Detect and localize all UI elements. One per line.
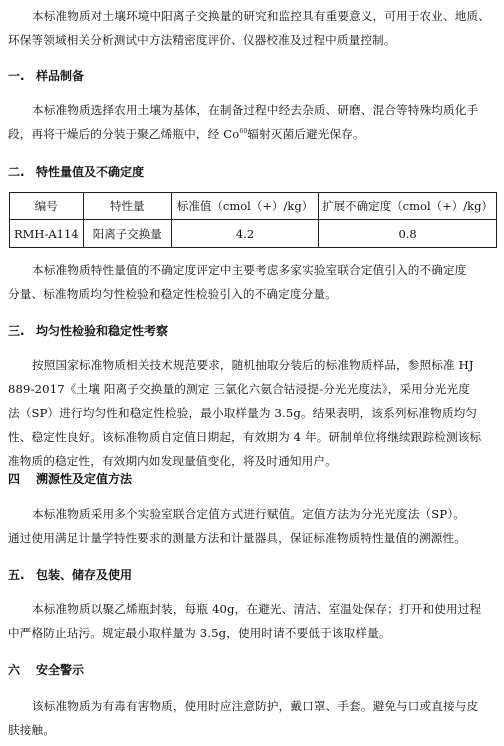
table-cell-standard-value: 4.2 <box>171 220 318 248</box>
table-header-row <box>10 193 497 220</box>
section-title: 样品制备 <box>36 69 85 83</box>
table-header-cell: 编号 <box>10 193 84 220</box>
homogeneity-line-5: 准物质的稳定性，有效期内如发现量值变化，将及时通知用户。 <box>8 454 337 468</box>
section-title: 均匀性检验和稳定性考察 <box>36 324 169 338</box>
sample-preparation-line-1: 本标准物质选择农用土壤为基体，在制备过程中经去杂质、研磨、混合等特殊均质化手 <box>32 103 479 117</box>
section-heading-packaging <box>8 567 496 583</box>
safety-paragraph <box>8 694 496 742</box>
traceability-line-1: 本标准物质采用多个实验室联合定值方式进行赋值。定值方法为分光光度法（SP）。 <box>32 507 466 521</box>
homogeneity-line-2: 889-2017《土壤 阳离子交换量的测定 三氯化六氨合钴浸提-分光光度法》，采用分光光度 <box>8 382 470 396</box>
section-number: 六 <box>8 663 21 677</box>
homogeneity-line-1: 按照国家标准物质相关技术规范要求，随机抽取分装后的标准物质样品，参照标准 HJ <box>32 358 474 372</box>
section-number: 一. <box>8 69 25 83</box>
uncertainty-line-2: 分量、标准物质均匀性检验和稳定性检验引入的不确定度分量。 <box>8 287 337 301</box>
section-title: 溯源性及定值方法 <box>36 472 133 486</box>
traceability-paragraph <box>8 502 496 550</box>
homogeneity-line-4: 性、稳定性良好。该标准物质自定值日期起，有效期为 4 年。研制单位将继续跟踪检测该标 <box>8 430 482 444</box>
section-number: 二. <box>8 165 25 179</box>
safety-line-2: 肤接触。 <box>8 723 55 737</box>
section-number: 四 <box>8 472 21 486</box>
packaging-line-2: 中严格防止玷污。规定最小取样量为 3.5g，使用时请不要低于该取样量。 <box>8 626 391 640</box>
property-value-table <box>9 192 497 248</box>
section-heading-traceability <box>8 471 496 487</box>
traceability-line-2: 通过使用满足计量学特性要求的测量方法和计量器具，保证标准物质特性量值的溯源性。 <box>8 531 467 545</box>
section-heading-homogeneity <box>8 323 496 339</box>
sample-preparation-line-2: 段，再将干燥后的分装于聚乙烯瓶中，经 Co$^{60}$辐射灭菌后避光保存。 <box>8 127 365 141</box>
uncertainty-paragraph <box>8 258 496 306</box>
section-title: 包装、储存及使用 <box>36 568 133 582</box>
section-title: 特性量值及不确定度 <box>36 165 145 179</box>
intro-paragraph <box>8 4 496 52</box>
homogeneity-paragraph <box>8 353 496 473</box>
intro-line-1: 本标准物质对土壤环境中阳离子交换量的研究和监控具有重要意义，可用于农业、地质、 <box>32 9 491 23</box>
safety-line-1: 该标准物质为有毒有害物质，使用时应注意防护，戴口罩、手套。避免与口或直接与皮 <box>32 699 479 713</box>
packaging-line-1: 本标准物质以聚乙烯瓶封装，每瓶 40g，在避光、清洁、室温处保存；打开和使用过程 <box>32 602 482 616</box>
table-header-cell: 扩展不确定度（cmol（+）/kg） <box>319 193 497 220</box>
section-heading-safety <box>8 662 496 678</box>
isotope-superscript: 60 <box>239 128 248 135</box>
section-title: 安全警示 <box>36 663 85 677</box>
table-row <box>10 220 497 248</box>
homogeneity-line-3: 法（SP）进行均匀性和稳定性检验，最小取样量为 3.5g。结果表明，该系列标准物质均匀 <box>8 406 478 420</box>
table-header-cell: 标准值（cmol（+）/kg） <box>171 193 318 220</box>
section-number: 五. <box>8 568 25 582</box>
sample-preparation-paragraph <box>8 98 496 146</box>
packaging-paragraph <box>8 597 496 645</box>
table-header-cell: 特性量 <box>83 193 171 220</box>
table-cell-id: RMH-A114 <box>10 220 84 248</box>
section-heading-sample-preparation <box>8 68 496 84</box>
uncertainty-line-1: 本标准物质特性量值的不确定度评定中主要考虑多家实验室联合定值引入的不确定度 <box>32 263 467 277</box>
table-cell-uncertainty: 0.8 <box>319 220 497 248</box>
section-number: 三. <box>8 324 25 338</box>
section-heading-property-values <box>8 164 496 180</box>
table-cell-property: 阳离子交换量 <box>83 220 171 248</box>
intro-line-2: 环保等领域相关分析测试中方法精密度评价、仪器校准及过程中质量控制。 <box>8 33 396 47</box>
